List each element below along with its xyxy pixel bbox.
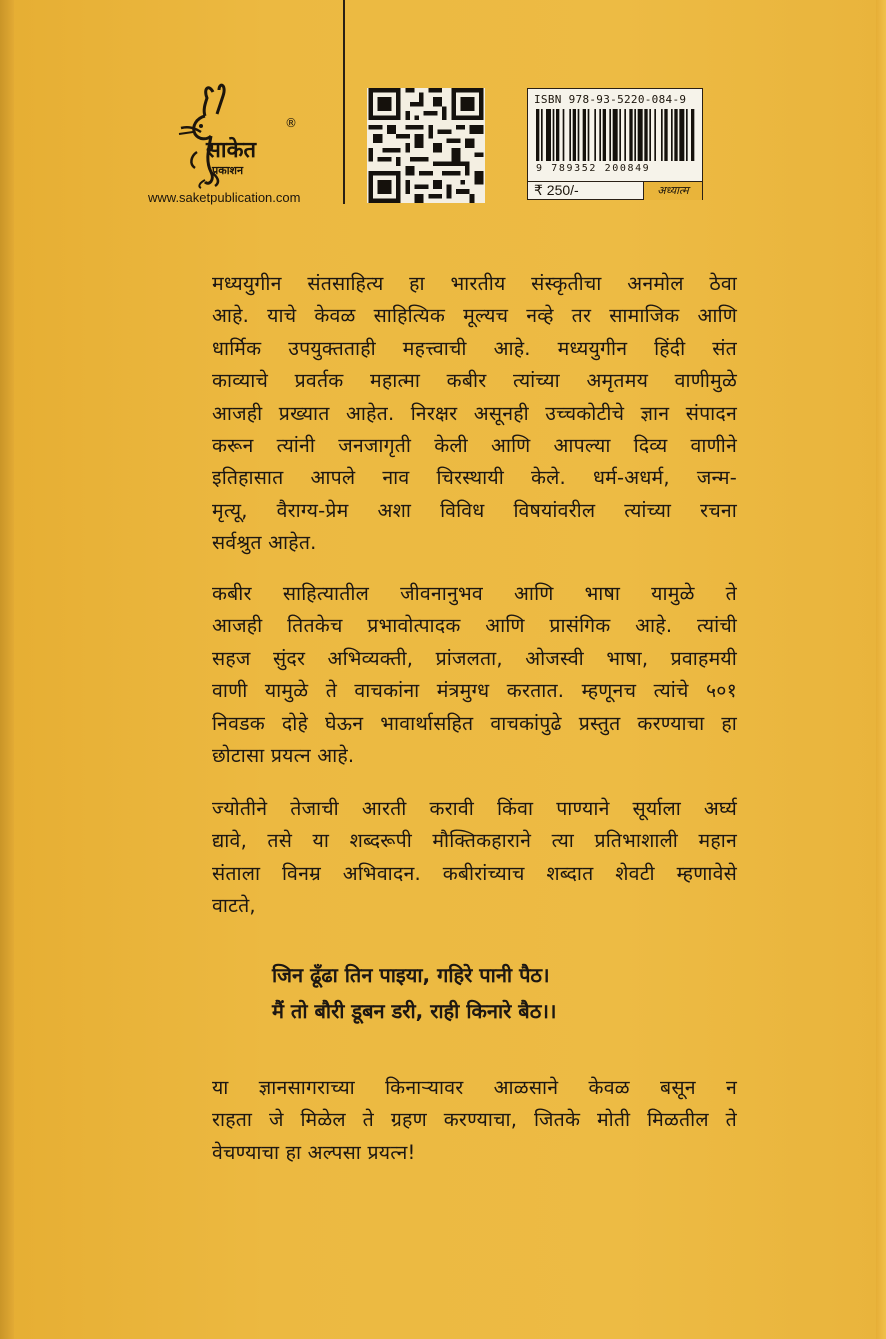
paragraph-line: या ज्ञानसागराच्या किनाऱ्यावर आळसाने केवळ बसून न xyxy=(212,1076,737,1099)
barcode-bar xyxy=(629,109,632,161)
barcode-bar xyxy=(613,109,618,161)
barcode-bar xyxy=(624,109,626,161)
barcode-bar xyxy=(569,109,571,161)
barcode-bar xyxy=(619,109,621,161)
paragraph-line: करून त्यांनी जनजागृती केली आणि आपल्या दिव्य वाणीने xyxy=(212,434,737,458)
isbn-number: ISBN 978-93-5220-084-9 xyxy=(534,93,687,106)
paragraph-line: द्यावे, तसे या शब्दरूपी मौक्तिकहाराने त्या प्रतिभाशाली महान xyxy=(212,829,737,853)
barcode-bar xyxy=(654,109,656,161)
blurb-paragraph-2 xyxy=(212,578,737,772)
paragraph-line: मृत्यू, वैराग्य-प्रेम अशा विविध विषयांवरील त्यांच्या रचना xyxy=(212,498,737,522)
publisher-brand-name: साकेत xyxy=(206,138,257,163)
barcode-bar xyxy=(556,109,559,161)
barcode-bar xyxy=(578,109,580,161)
price-row xyxy=(528,181,702,200)
barcode-bar xyxy=(644,109,647,161)
barcode-bar xyxy=(563,109,565,161)
paragraph-line: संताला विनम्र अभिवादन. कबीरांच्याच शब्दात शेवटी म्हणावेसे xyxy=(212,861,737,885)
barcode-bar xyxy=(661,109,663,161)
paragraph-line: निवडक दोहे घेऊन भावार्थासहित वाचकांपुढे प्रस्तुत करण्याचा हा xyxy=(212,711,737,735)
barcode-bar xyxy=(553,109,555,161)
paragraph-line: इतिहासात आपले नाव चिरस्थायी केले. धर्म-अधर्म, जन्म- xyxy=(212,466,737,490)
barcode-bar xyxy=(638,109,643,161)
barcode-bar xyxy=(588,109,590,161)
paragraph-line: छोटासा प्रयत्न आहे. xyxy=(212,744,355,768)
paragraph-line: मध्ययुगीन संतसाहित्य हा भारतीय संस्कृतीचा अनमोल ठेवा xyxy=(212,272,737,295)
barcode-bar xyxy=(583,109,586,161)
barcode-bar xyxy=(664,109,667,161)
barcode-bar xyxy=(691,109,694,161)
barcode-bar xyxy=(649,109,651,161)
barcode-bar xyxy=(541,109,543,161)
paragraph-line: वेचण्याचा हा अल्पसा प्रयत्न! xyxy=(212,1140,416,1164)
barcode-bar xyxy=(599,109,601,161)
category-label: अध्यात्म xyxy=(643,182,702,200)
barcode-bar xyxy=(546,109,551,161)
barcode-bar xyxy=(634,109,636,161)
paragraph-line: आजही प्रख्यात आहेत. निरक्षर असूनही उच्चकोटीचे ज्ञान संपादन xyxy=(212,401,737,425)
isbn-barcode xyxy=(527,88,703,200)
qr-code xyxy=(367,88,485,203)
blurb-paragraph-1 xyxy=(212,268,737,560)
publisher-website: www.saketpublication.com xyxy=(148,190,301,205)
blurb-paragraph-3 xyxy=(212,793,737,923)
barcode-icon xyxy=(536,109,696,161)
price-label: ₹ 250/- xyxy=(534,182,579,198)
publisher-sub-label: प्रकाशन xyxy=(212,164,244,177)
barcode-digits: 9 789352 200849 xyxy=(536,163,651,174)
barcode-bar xyxy=(674,109,677,161)
cover-left-edge xyxy=(0,0,14,1339)
qr-code-icon xyxy=(367,88,485,203)
paragraph-line: आजही तितकेच प्रभावोत्पादक आणि प्रासंगिक आहे. त्यांची xyxy=(212,614,737,638)
paragraph-line: वाणी यामुळे ते वाचकांना मंत्रमुग्ध करतात. म्हणूनच त्यांचे ५०१ xyxy=(212,679,737,703)
divider-line xyxy=(343,0,345,204)
doha-line: जिन ढूँढा तिन पाइया, गहिरे पानी पैठ। xyxy=(272,963,550,987)
barcode-bar xyxy=(536,109,539,161)
paragraph-line: कबीर साहित्यातील जीवनानुभव आणि भाषा यामुळे ते xyxy=(212,582,737,605)
paragraph-line: काव्याचे प्रवर्तक महात्मा कबीर त्यांच्या अमृतमय वाणीमुळे xyxy=(212,369,737,393)
barcode-bar xyxy=(671,109,673,161)
paragraph-line: सर्वश्रुत आहेत. xyxy=(212,531,317,555)
barcode-bar xyxy=(679,109,684,161)
blurb-paragraph-4 xyxy=(212,1072,737,1169)
paragraph-line: वाटते, xyxy=(212,894,256,918)
barcode-bar xyxy=(594,109,596,161)
paragraph-line: सहज सुंदर अभिव्यक्ती, प्रांजलता, ओजस्वी भाषा, प्रवाहमयी xyxy=(212,646,737,670)
barcode-bar xyxy=(573,109,576,161)
barcode-bar xyxy=(609,109,611,161)
registered-mark: ® xyxy=(285,116,297,130)
barcode-bar xyxy=(686,109,688,161)
paragraph-line: राहता जे मिळेल ते ग्रहण करण्याचा, जितके मोती मिळतील ते xyxy=(212,1108,737,1132)
barcode-bar xyxy=(603,109,606,161)
kabir-doha xyxy=(272,957,632,1029)
cover-right-edge xyxy=(876,0,886,1339)
paragraph-line: आहे. याचे केवळ साहित्यिक मूल्यच नव्हे तर सामाजिक आणि xyxy=(212,304,738,328)
paragraph-line: धार्मिक उपयुक्तताही महत्त्वाची आहे. मध्ययुगीन हिंदी संत xyxy=(212,336,737,360)
paragraph-line: ज्योतीने तेजाची आरती करावी किंवा पाण्याने सूर्याला अर्घ्य xyxy=(212,797,737,820)
doha-line: मैं तो बौरी डूबन डरी, राही किनारे बैठ।। xyxy=(272,999,557,1023)
